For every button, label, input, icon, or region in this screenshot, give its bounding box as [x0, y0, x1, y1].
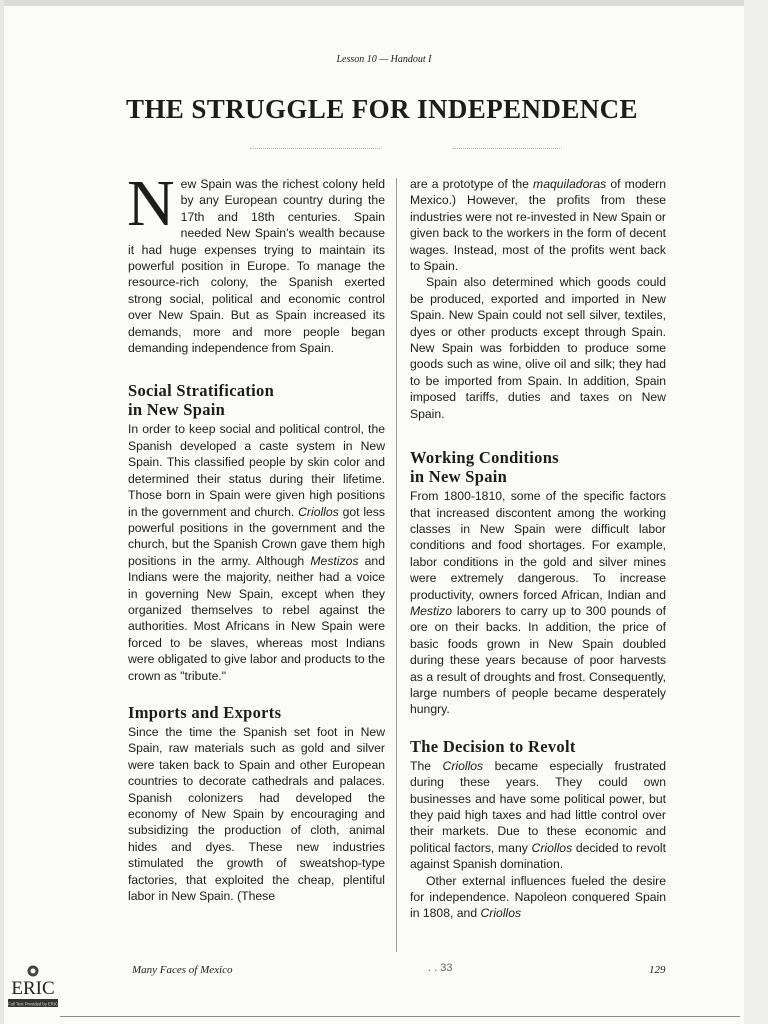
italic-term: Criollos [442, 758, 484, 773]
decision-paragraph-2 [410, 873, 666, 922]
social-paragraph [128, 421, 385, 684]
section-heading-working [410, 448, 666, 486]
text-run: of modern Mexico.) However, the profits from these industries were not re-invested in New Spain or given back to the workers in the form of decent wages. Instead, most of the profits went back to Spain. [410, 177, 666, 274]
intro-paragraph [127, 167, 385, 356]
section-heading-decision: The Decision to Revolt [410, 736, 576, 756]
text-run: got less powerful positions in the government and the church, but the Spanish Crown gave them high positions in the army. Although [128, 504, 385, 568]
heading-line-1: Social Stratification [128, 381, 275, 401]
text-run: became especially frustrated during these years. They could own businesses and have some political power, but they paid high taxes and had little control over their markets. Due to these economic and political factors, many [410, 758, 667, 855]
section-heading-social [128, 381, 385, 419]
italic-term: Mestizos [310, 553, 359, 568]
decision-paragraph [410, 758, 666, 873]
heading-line-2: in New Spain [410, 467, 508, 487]
text-run: decided to revolt against Spanish domination. [410, 840, 666, 872]
text-run: and Indians were the majority, neither had a voice in governing New Spain, except when they organized themselves to rebel against the authorities. Most Africans in New Spain were forced to be slaves, whereas most Indians were obligated to give labor and products to the crown as "tribute." [128, 553, 385, 683]
right-column [410, 176, 666, 922]
bottom-scan-rule [60, 1016, 740, 1017]
text-run: From 1800-1810, some of the specific factors that increased discontent among the working classes in New Spain were difficult labor conditions and food shortages. For example, labor conditions in the gold and silver mines were extremely dangerous. To increase productivity, owners forced African, Indian and [410, 489, 666, 602]
footer-book-title: Many Faces of Mexico [132, 964, 233, 976]
drop-cap: N [127, 167, 175, 240]
text-run: laborers to carry up to 300 pounds of ore on their backs. In addition, the price of basic foods grown in New Spain doubled during these years because of poor harvests as a result of droughts and frost. Consequently, large numbers of people became desperately hungry. [410, 603, 666, 717]
heading-line-2: in New Spain [128, 400, 226, 420]
heading-line-1: Working Conditions [410, 448, 559, 468]
left-column [127, 167, 385, 904]
italic-term: Mestizo [410, 603, 452, 618]
text-run: In order to keep social and political control, the Spanish developed a caste system in New Spain. This classified people by skin color and determined their status during their lifetime. Those born in Spain were given high positions in the government and church. [128, 422, 385, 519]
page-header: Lesson 10 — Handout I [336, 54, 432, 65]
imports-paragraph: Since the time the Spanish set foot in New Spain, raw materials such as gold and silver were taken back to Spain and other European countries to decorate cathedrals and palaces. Spanish colonizers had developed the economy of New Spain by encouraging and subsidizing the production of cloth, animal hides and dyes. These new industries stimulated the growth of sweatshop-type factories, that exploited the cheap, plentiful labor in New Spain. (These [128, 724, 385, 904]
eric-logo-icon [2, 964, 64, 1012]
italic-term: maquiladoras [533, 177, 607, 191]
scan-edge-right [744, 0, 768, 1024]
scan-edge-top [0, 0, 768, 6]
text-run: Other external influences fueled the desire for independence. Napoleon conquered Spain in 1808, and [410, 873, 666, 921]
scan-artifact-dots [250, 148, 380, 150]
page-title: THE STRUGGLE FOR INDEPENDENCE [126, 94, 638, 124]
italic-term: Criollos [298, 504, 339, 519]
text-run: are a prototype of the [410, 177, 534, 191]
italic-term: Criollos [480, 906, 522, 921]
eric-logo-subtext: Full Text Provided by ERIC [8, 1001, 58, 1007]
eric-logo-text: ERIC [11, 978, 55, 999]
scan-edge-left [0, 0, 4, 1024]
column-divider [396, 178, 397, 952]
footer-page-number: 129 [649, 964, 666, 976]
section-heading-imports: Imports and Exports [128, 702, 282, 722]
working-paragraph [410, 488, 666, 718]
imports-paragraph-2: Spain also determined which goods could be produced, exported and imported in New Spain. New Spain could not sell silver, textiles, dyes or other products except through Spain. New Spain was forbidden to produce some goods such as wine, olive oil and silk; they had to be imported from Spain. In addition, Spain imposed tariffs, duties and taxes on New Spain. [410, 275, 666, 421]
text-run: The [410, 758, 443, 773]
intro-text: ew Spain was the richest colony held by any European country during the 17th and 18th centuries. Spain needed New Spain's wealth because it had huge expenses trying to maintain its powerful position in Europe. To manage the resource-rich colony, the Spanish exerted strong social, political and economic control over New Spain. But as Spain increased its demands, more and more people began demanding independence from Spain. [128, 177, 385, 356]
footer-page-mark: . . 33 [428, 962, 453, 974]
scan-artifact-dots [452, 148, 562, 150]
imports-continued-paragraph [410, 176, 666, 274]
italic-term: Criollos [531, 840, 573, 855]
